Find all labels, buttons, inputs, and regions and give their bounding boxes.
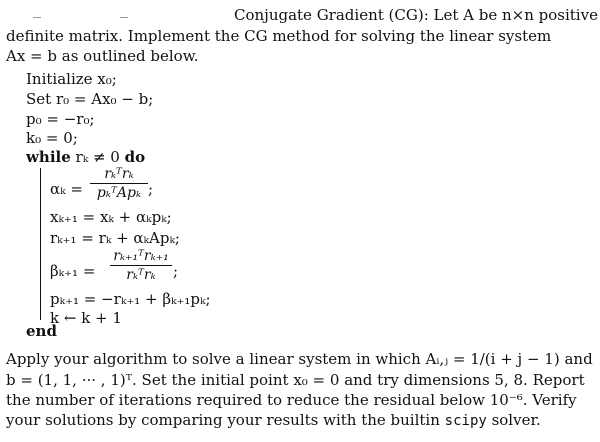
beta-numerator: rₖ₊₁ᵀrₖ₊₁ [113, 248, 169, 264]
algo-set-r: Set r₀ = Ax₀ − b; [26, 90, 154, 108]
alpha-fraction-bar [90, 183, 148, 184]
beta-fraction [110, 248, 172, 283]
task-line-4-post: solver. [486, 411, 541, 429]
algo-p-update: pₖ₊₁ = −rₖ₊₁ + βₖ₊₁pₖ; [50, 290, 211, 308]
algo-x-update: xₖ₊₁ = xₖ + αₖpₖ; [50, 208, 172, 226]
algo-end: end [26, 322, 57, 340]
algo-r-update: rₖ₊₁ = rₖ + αₖApₖ; [50, 229, 180, 247]
algo-init: Initialize x₀; [26, 70, 117, 88]
alpha-semicolon: ; [148, 180, 154, 198]
while-keyword: while [26, 148, 71, 166]
task-line-3: the number of iterations required to reduce the residual below 10⁻⁶. Verify [6, 391, 577, 409]
beta-semicolon: ; [173, 262, 179, 280]
loop-body-bar [40, 168, 41, 320]
do-keyword: do [124, 148, 146, 166]
algo-set-p: p₀ = −r₀; [26, 110, 95, 128]
algo-while [26, 148, 145, 166]
algo-set-k: k₀ = 0; [26, 129, 78, 147]
alpha-lhs: αₖ = [50, 180, 83, 198]
beta-denominator: rₖᵀrₖ [126, 267, 156, 283]
task-line-4 [6, 411, 541, 429]
algo-k-update: k ← k + 1 [50, 309, 122, 327]
intro-line-1: Conjugate Gradient (CG): Let A be n×n positive [234, 6, 598, 24]
task-line-4-pre: your solutions by comparing your results with the builtin [6, 411, 445, 429]
while-condition: rₖ ≠ 0 [75, 148, 120, 166]
scan-mark [120, 17, 128, 18]
intro-line-3: Ax = b as outlined below. [6, 47, 199, 65]
alpha-numerator: rₖᵀrₖ [104, 166, 134, 182]
scan-mark [33, 17, 41, 18]
alpha-denominator: pₖᵀApₖ [96, 185, 142, 201]
beta-fraction-bar [110, 265, 172, 266]
task-line-2: b = (1, 1, ··· , 1)ᵀ. Set the initial point x₀ = 0 and try dimensions 5, 8. Report [6, 371, 585, 389]
intro-line-2: definite matrix. Implement the CG method for solving the linear system [6, 27, 552, 45]
task-line-1: Apply your algorithm to solve a linear system in which Aᵢ,ⱼ = 1/(i + j − 1) and [6, 350, 593, 368]
scipy-code: scipy [444, 413, 487, 429]
alpha-fraction [90, 166, 148, 201]
beta-lhs: βₖ₊₁ = [50, 262, 96, 280]
